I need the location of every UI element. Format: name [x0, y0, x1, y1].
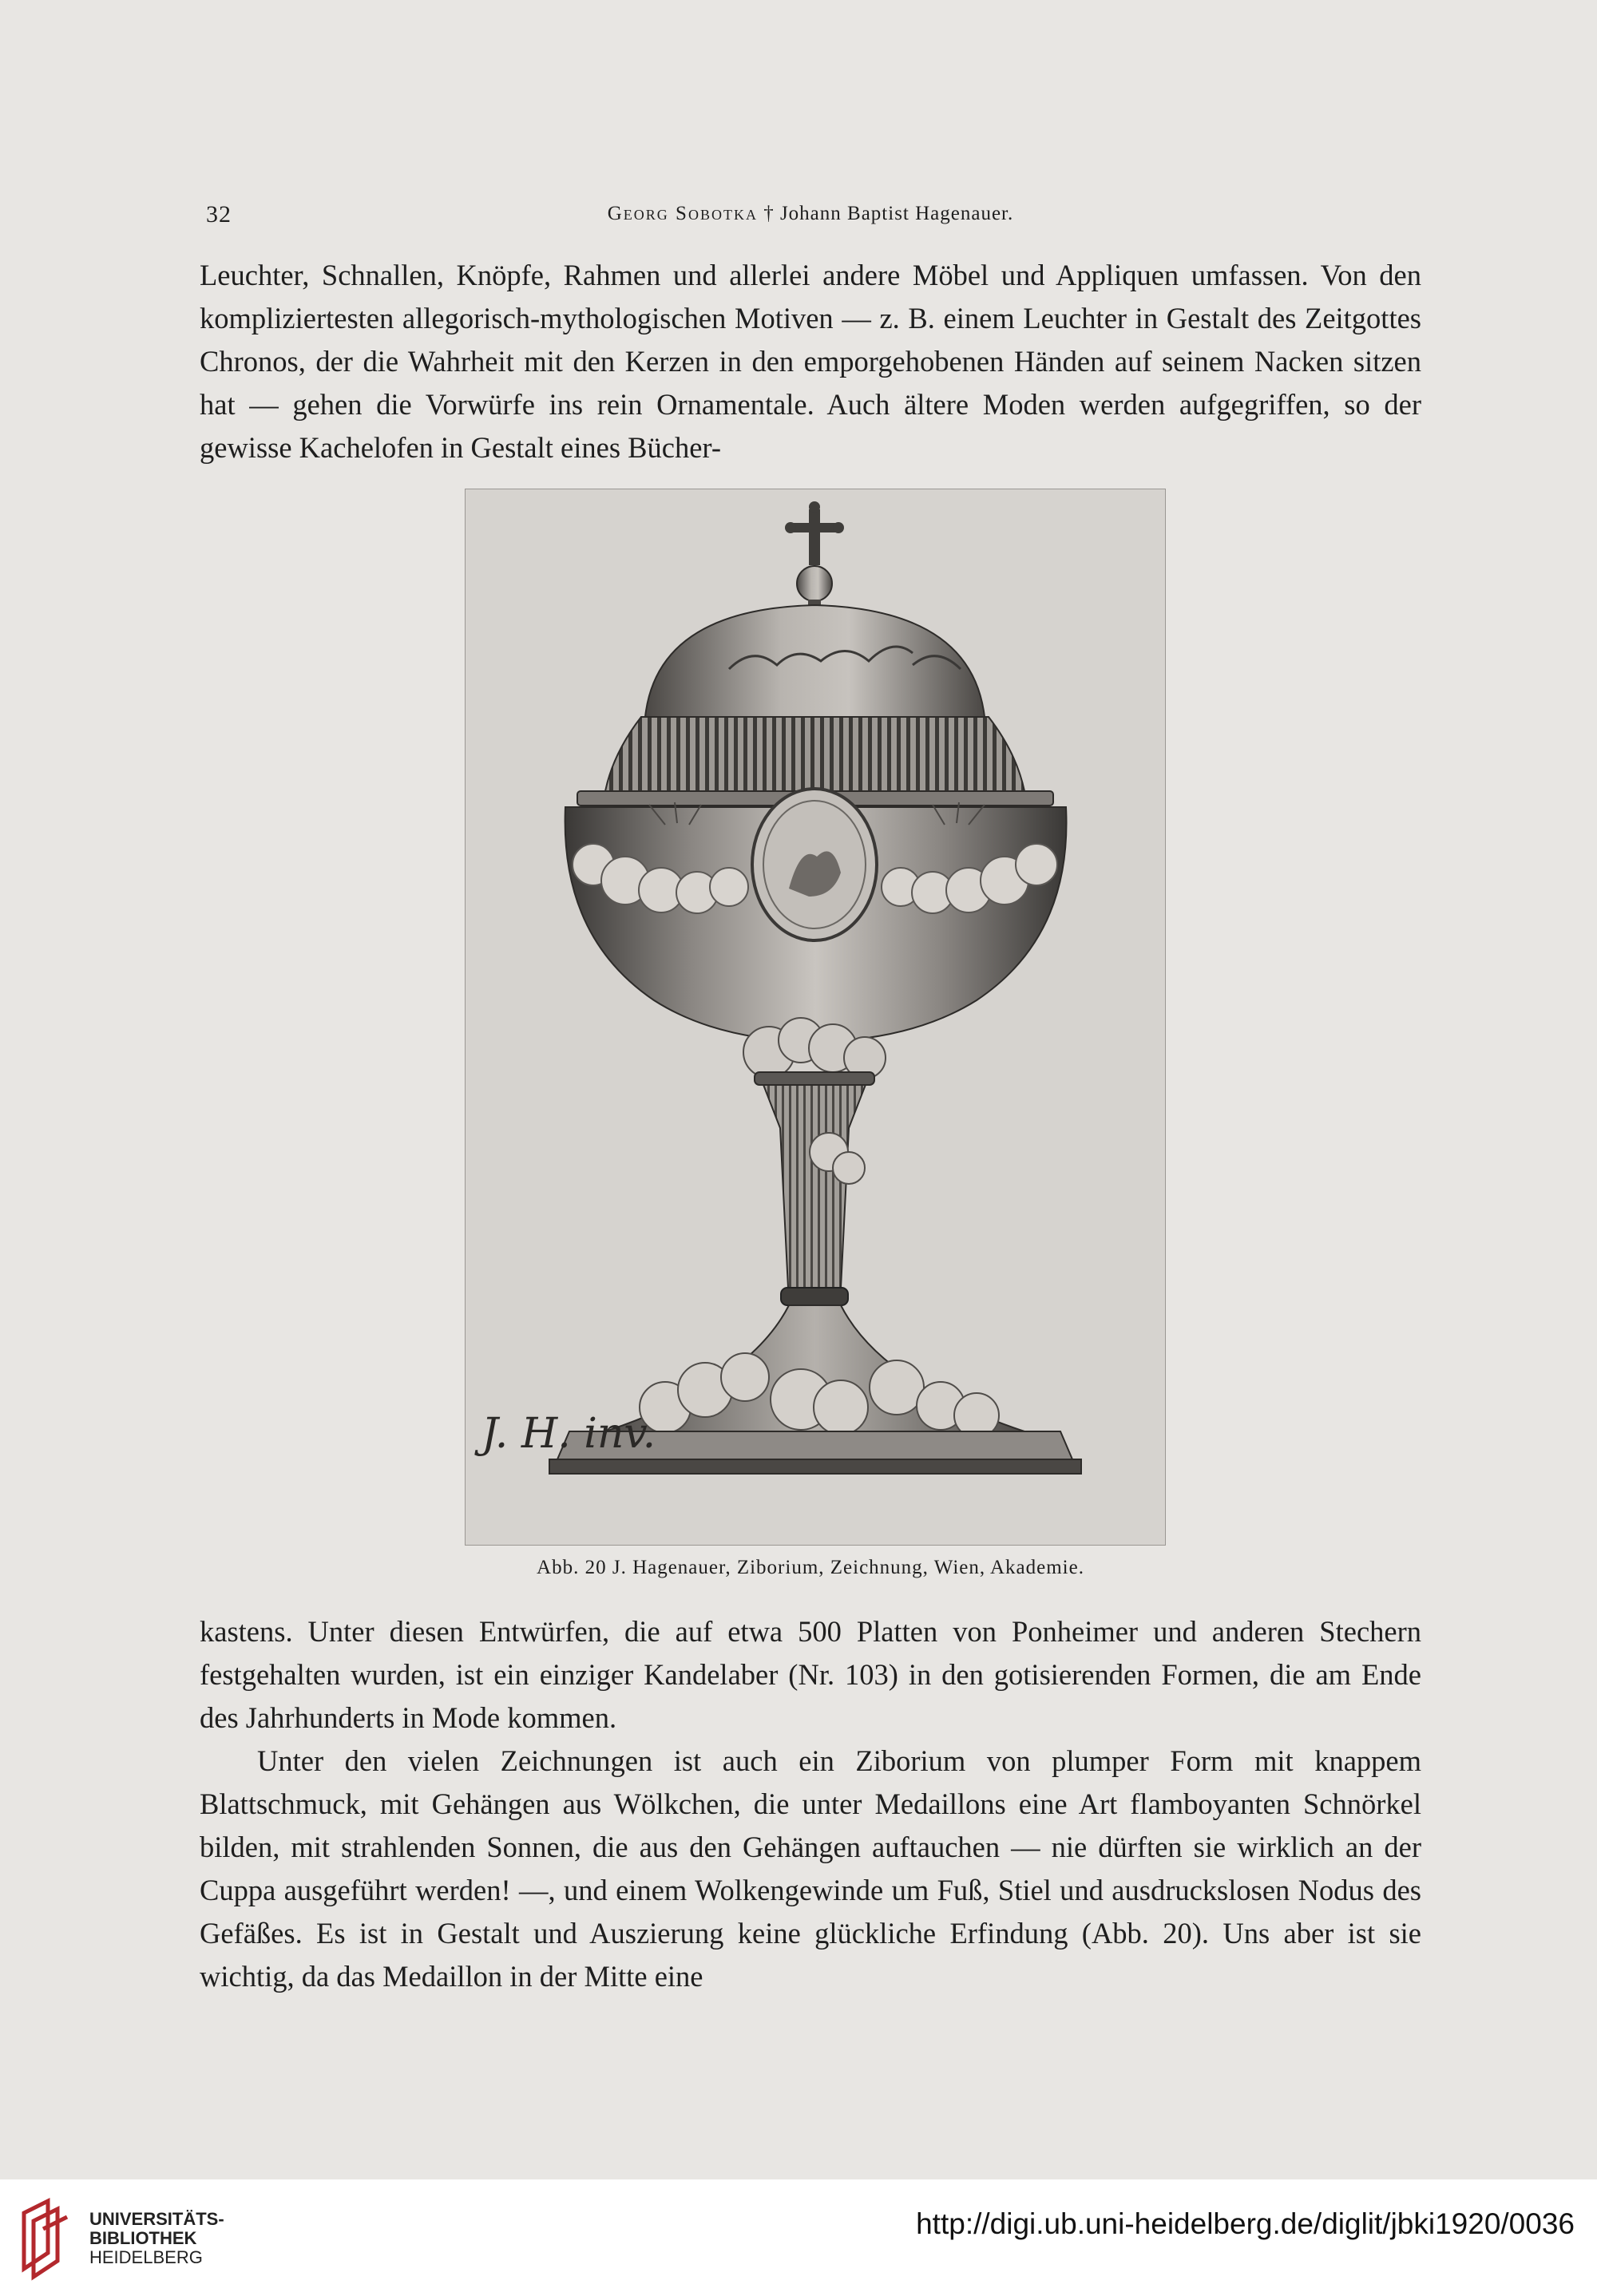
lid-fluted-band	[605, 717, 1024, 791]
header-separator: †	[763, 203, 775, 224]
figure-ciborium-drawing	[465, 489, 1166, 1546]
library-logo-icon	[16, 2197, 84, 2281]
header-title: Johann Baptist Hagenauer.	[779, 203, 1014, 224]
text-block-top	[200, 254, 1421, 469]
library-name-line2: BIBLIOTHEK	[89, 2228, 197, 2248]
text-block-bottom	[200, 1610, 1421, 1998]
figure-caption: Abb. 20 J. Hagenauer, Ziborium, Zeichnung, Wien, Akademie.	[537, 1557, 1084, 1578]
library-name-line3: HEIDELBERG	[89, 2247, 203, 2267]
source-url-link[interactable]: http://digi.ub.uni-heidelberg.de/diglit/jbki1920/0036	[916, 2207, 1575, 2240]
library-footer	[0, 2179, 1597, 2296]
ciborium-illustration	[466, 489, 1165, 1545]
running-head	[200, 201, 1421, 233]
header-title-line	[200, 203, 1421, 225]
page-number: 32	[206, 201, 232, 228]
lid-dome	[645, 605, 985, 717]
header-author: Georg Sobotka	[607, 203, 758, 224]
paragraph: kastens. Unter diesen Entwürfen, die auf etwa 500 Platten von Ponheimer und anderen Stechern festgehalten wurden, ist ein einziger Kandelaber (Nr. 103) in den gotisierenden Formen, die am Ende des Jahrhunderts in Mode kommen.	[200, 1615, 1421, 1734]
paragraph: Unter den vielen Zeichnungen ist auch ein Ziborium von plumper Form mit knappem Blattschmuck, mit Gehängen aus Wölkchen, die unter Medaillons eine Art flamboyanten Schnörkel bilden, mit strahlenden Sonnen, die aus den Gehängen auftauchen — nie dürften sie wirklich an der Cuppa ausgeführt werden! —, und einem Wolkengewinde um Fuß, Stiel und ausdruckslosen Nodus des Gefäßes. Es ist in Gestalt und Auszierung keine glückliche Erfindung (Abb. 20). Uns aber ist sie wichtig, da das Medaillon in der Mitte eine	[200, 1744, 1421, 1993]
stem-node	[781, 1288, 848, 1305]
library-name-line1: UNIVERSITÄTS-	[89, 2209, 224, 2229]
cross-finial	[785, 501, 844, 611]
paragraph: Leuchter, Schnallen, Knöpfe, Rahmen und allerlei andere Möbel und Appliquen umfassen. Von den kompliziertesten allegorisch-mythologischen Motiven — z. B. einem Leuchter in Gestalt des Zeitgottes Chronos, der die Wahrheit mit den Kerzen in den emporgehobenen Händen auf seinem Nacken sitzen hat — gehen die Vorwürfe ins rein Ornamentale. Auch ältere Moden werden aufgegriffen, so der gewisse Kachelofen in Gestalt eines Bücher-	[200, 259, 1421, 464]
artist-signature: J. H. inv.	[481, 1410, 656, 1458]
library-name	[89, 2210, 224, 2267]
